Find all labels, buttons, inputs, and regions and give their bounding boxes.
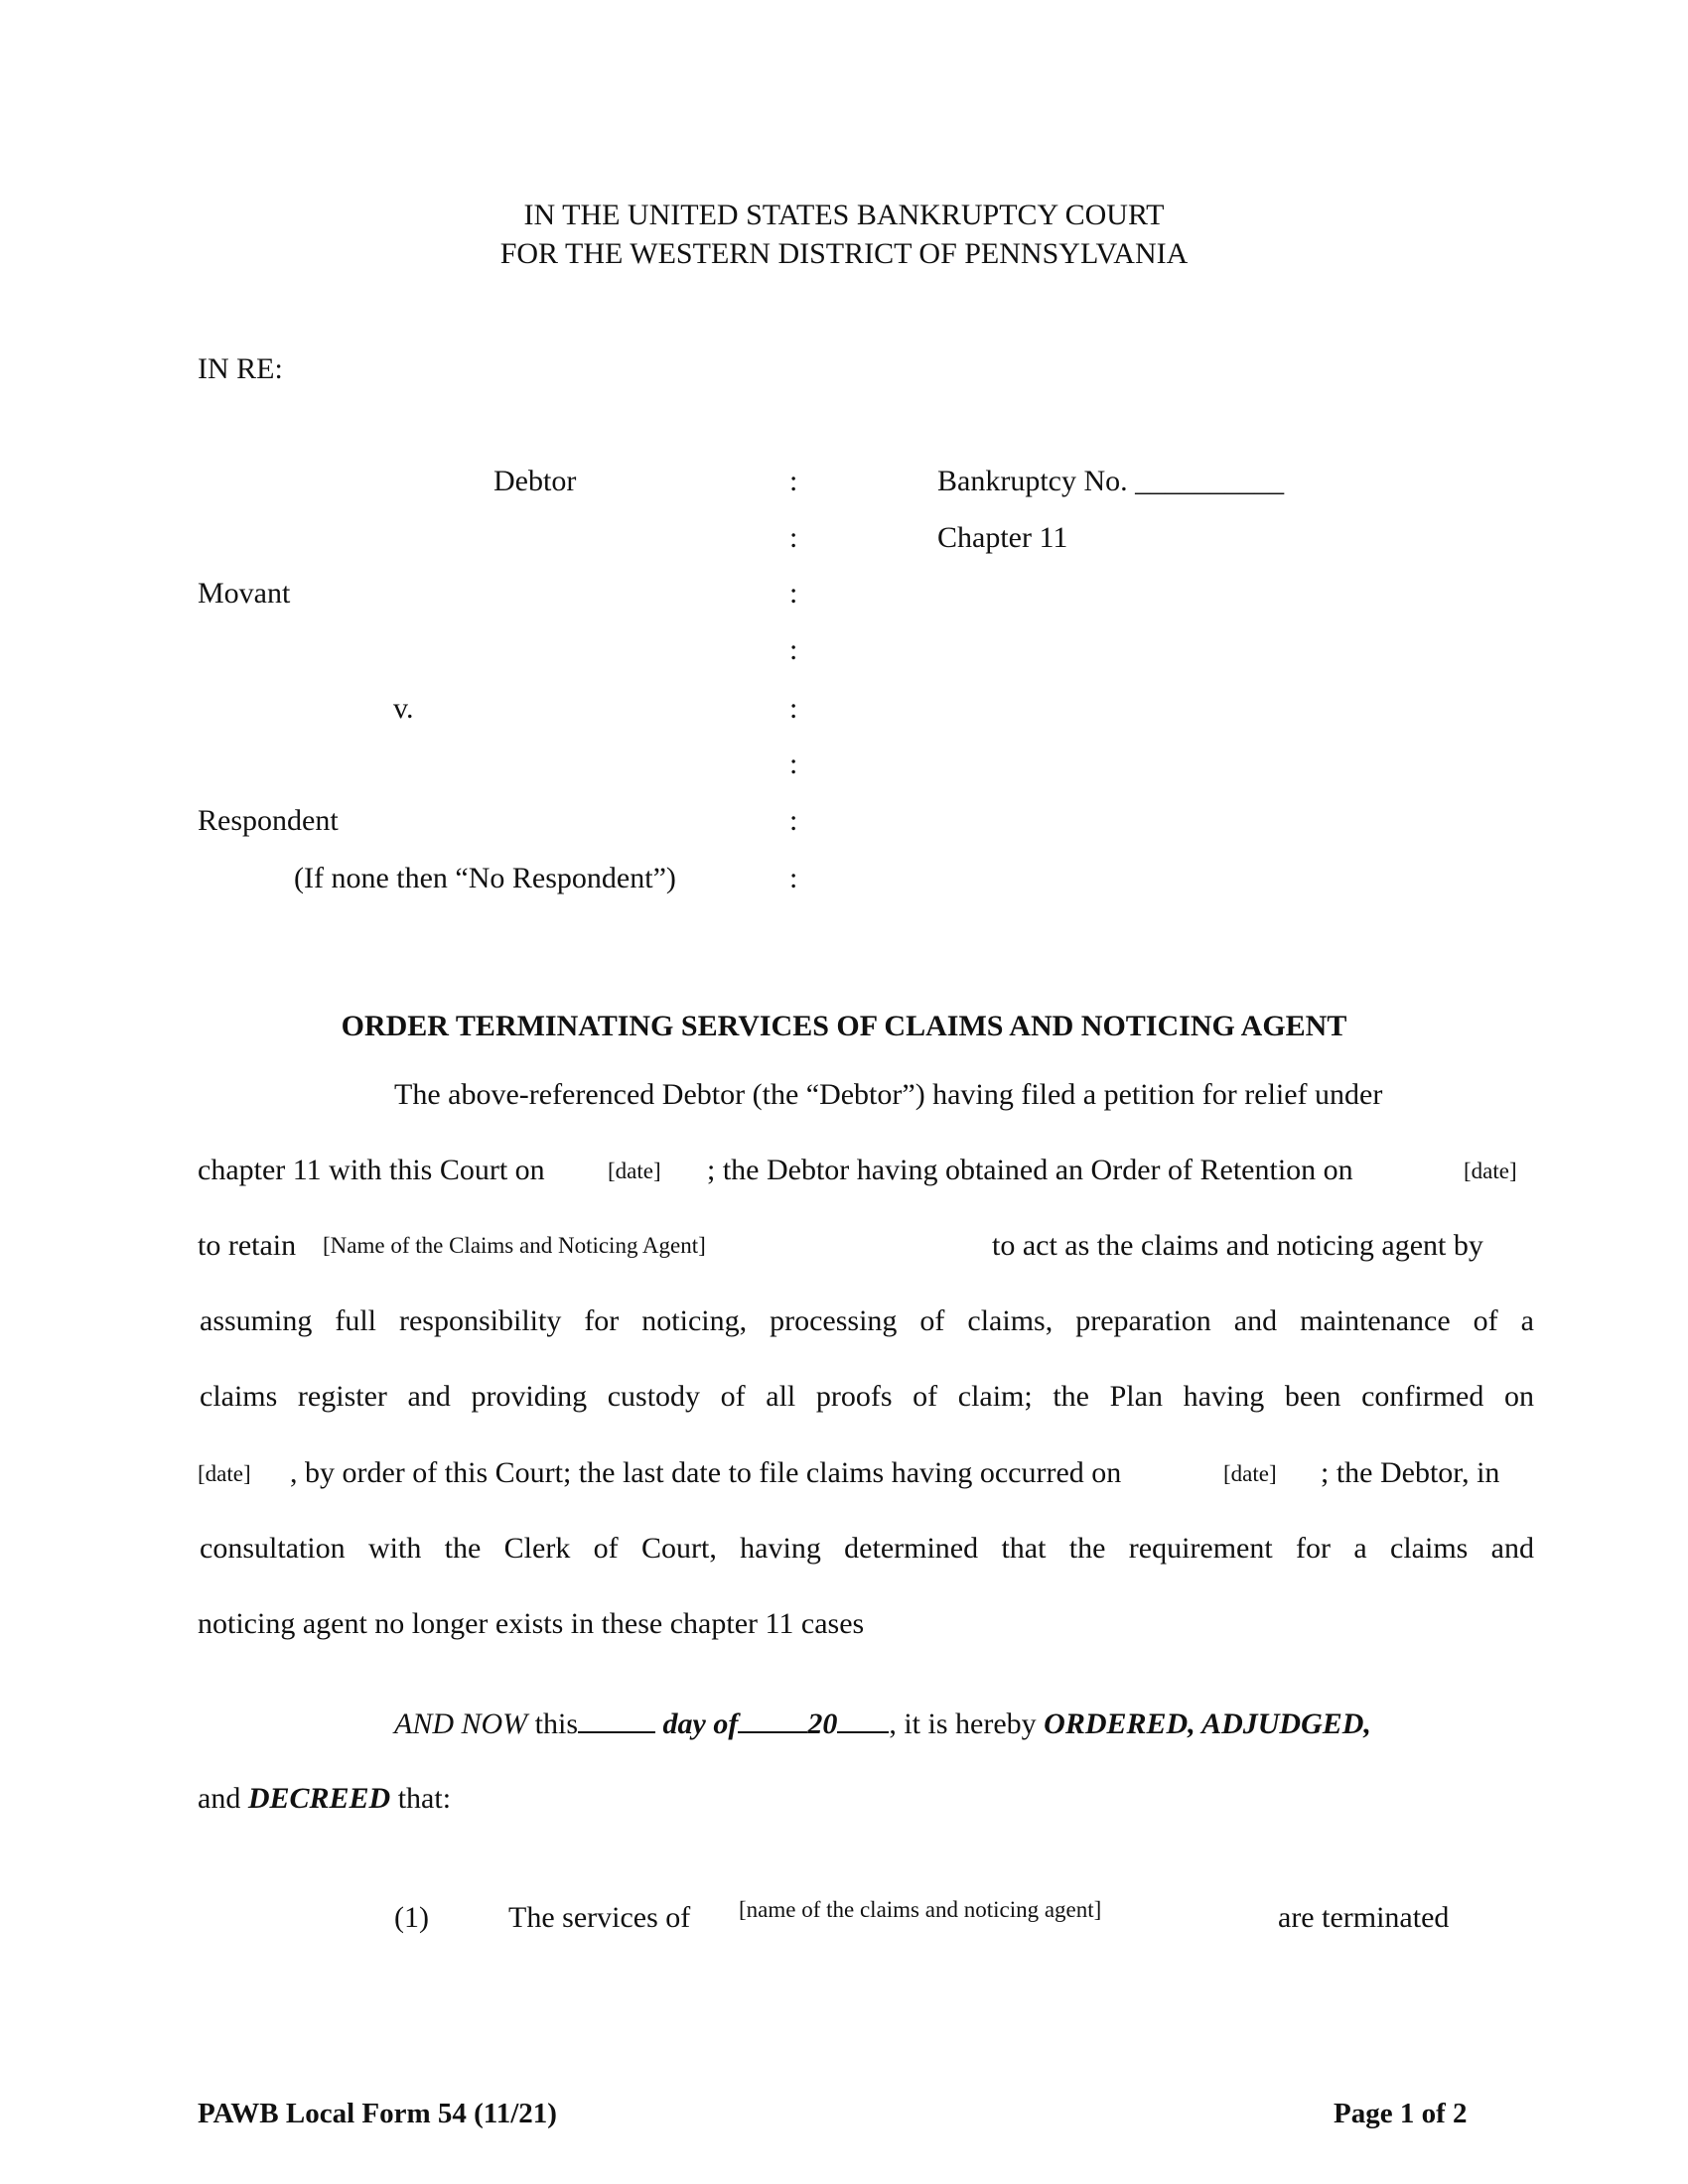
paragraph-line: to act as the claims and noticing agent by	[992, 1229, 1483, 1262]
caption-colon: :	[789, 804, 798, 837]
court-district: FOR THE WESTERN DISTRICT OF PENNSYLVANIA	[499, 237, 1189, 270]
date-placeholder: [date]	[198, 1461, 251, 1486]
date-placeholder: [date]	[1223, 1461, 1277, 1486]
caption-colon: :	[789, 633, 798, 666]
and-text: and	[198, 1782, 241, 1815]
caption-colon: :	[789, 748, 798, 780]
form-identifier: PAWB Local Form 54 (11/21)	[198, 2098, 557, 2129]
item-number: (1)	[394, 1901, 429, 1934]
paragraph-line: to retain	[198, 1229, 297, 1262]
caption-colon: :	[789, 862, 798, 894]
movant-label: Movant	[198, 577, 291, 610]
respondent-note: (If none then “No Respondent”)	[294, 862, 676, 894]
paragraph-line: noticing agent no longer exists in these chapter 11 cases	[198, 1607, 865, 1640]
this-text: this	[534, 1707, 579, 1740]
item-text: are terminated	[1278, 1901, 1450, 1934]
date-placeholder: [date]	[608, 1159, 661, 1183]
paragraph-line: , by order of this Court; the last date to file claims having occurred on	[290, 1456, 1122, 1489]
caption-colon: :	[789, 465, 798, 497]
caption-colon: :	[789, 521, 798, 554]
agent-name-placeholder: [name of the claims and noticing agent]	[739, 1897, 1102, 1922]
that-text: that:	[397, 1782, 452, 1815]
ordered-adjudged-text: ORDERED, ADJUDGED,	[1044, 1707, 1371, 1740]
paragraph-line: chapter 11 with this Court on	[198, 1154, 545, 1186]
hereby-text: , it is hereby	[889, 1707, 1037, 1740]
versus-label: v.	[393, 692, 414, 725]
paragraph-line: ; the Debtor, in	[1321, 1456, 1500, 1489]
year-blank	[837, 1706, 889, 1733]
page-number: Page 1 of 2	[1334, 2098, 1468, 2129]
day-of-text: day of	[662, 1707, 739, 1740]
and-now-text: AND NOW	[394, 1707, 528, 1740]
chapter-label: Chapter 11	[937, 521, 1068, 554]
paragraph-line: assuming full responsibility for noticing, processing of claims, preparation and maintenance of a	[200, 1304, 1534, 1337]
debtor-label: Debtor	[493, 465, 577, 497]
respondent-label: Respondent	[198, 804, 339, 837]
month-blank	[738, 1706, 807, 1733]
paragraph-line: ; the Debtor having obtained an Order of Retention on	[707, 1154, 1353, 1186]
paragraph-line: The above-referenced Debtor (the “Debtor”) having filed a petition for relief under	[394, 1078, 1383, 1111]
caption-colon: :	[789, 577, 798, 610]
caption-colon: :	[789, 692, 798, 725]
bankruptcy-number: Bankruptcy No. __________	[937, 465, 1285, 497]
day-blank	[578, 1706, 655, 1733]
paragraph-line: consultation with the Clerk of Court, having determined that the requirement for a claims and	[200, 1532, 1534, 1565]
court-name: IN THE UNITED STATES BANKRUPTCY COURT	[523, 199, 1165, 231]
agent-name-placeholder: [Name of the Claims and Noticing Agent]	[323, 1233, 706, 1258]
paragraph-line: claims register and providing custody of all proofs of claim; the Plan having been confirmed on	[200, 1380, 1534, 1413]
decree-line	[394, 1706, 1371, 1741]
in-re-label: IN RE:	[198, 352, 283, 385]
date-placeholder: [date]	[1464, 1159, 1517, 1183]
decreed-text: DECREED	[247, 1782, 391, 1815]
year-prefix-text: 20	[807, 1707, 838, 1740]
decree-line	[198, 1782, 451, 1816]
item-text: The services of	[508, 1901, 691, 1934]
order-title: ORDER TERMINATING SERVICES OF CLAIMS AND NOTICING AGENT	[341, 1010, 1347, 1042]
